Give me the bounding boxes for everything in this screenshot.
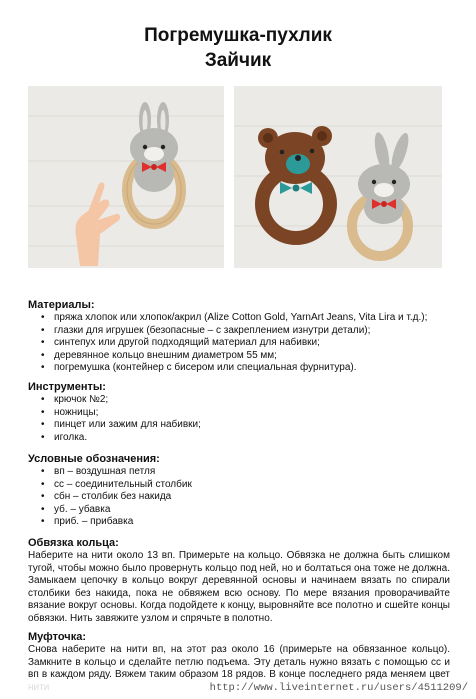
list-item: • деревянное кольцо внешним диаметром 55 мм; — [28, 350, 450, 363]
tools-heading: Инструменты: — [28, 381, 106, 393]
list-item: • синтепух или другой подходящий материал для набивки; — [28, 337, 450, 350]
list-item: • крючок №2; — [28, 394, 450, 407]
ring-section — [28, 537, 450, 626]
list-item: • ножницы; — [28, 407, 450, 420]
materials-heading: Материалы: — [28, 299, 95, 311]
list-item: • приб. – прибавка — [28, 516, 450, 529]
notation-heading: Условные обозначения: — [28, 453, 160, 465]
tools-section — [28, 381, 450, 444]
list-item: • погремушка (контейнер с бисером или специальная фурнитура). — [28, 362, 450, 375]
bear-and-bunny-photo — [234, 86, 442, 268]
materials-list — [28, 312, 450, 375]
bunny-rattle-photo — [28, 86, 224, 268]
list-item: • уб. – убавка — [28, 504, 450, 517]
list-item: • сс – соединительный столбик — [28, 479, 450, 492]
ring-text: Наберите на нити около 13 вп. Примерьте на кольцо. Обвязка не должна быть слишком тугой, чтобы можно было провернуть кольцо под ней, но и болтаться она тоже не должна. Замыкаем цепочку в кольцо вокруг деревянной основы и начинаем вязать по спирали столбики без накида, пока не обвяжем всю основу. По мере вязания проворачивайте вязание вокруг основы. Когда подойдете к концу, выровняйте все полотно и сшейте концы обвязки. Нить завяжите узлом и спрячьте в полотно. — [28, 550, 450, 624]
list-item: • сбн – столбик без накида — [28, 491, 450, 504]
page-subtitle: Зайчик — [204, 50, 272, 71]
page-title: Погремушка-пухлик — [144, 25, 332, 46]
tools-list — [28, 394, 450, 444]
list-item: • глазки для игрушек (безопасные – с закреплением изнутри детали); — [28, 325, 450, 338]
notation-list — [28, 466, 450, 529]
list-item: • пинцет или зажим для набивки; — [28, 419, 450, 432]
watermark-bar — [0, 680, 476, 699]
coupling-text: Снова наберите на нити вп, на этот раз около 16 (примерьте на обвязанное кольцо). Замкните в кольцо и сделайте петлю подъема. Эту деталь нужно вязать с помощью сс и вп в каждом ряду. Вяжем таким образом 18 рядов. В конце последнего ряда меняем цвет — [28, 644, 450, 681]
list-item: • вп – воздушная петля — [28, 466, 450, 479]
list-item: • иголка. — [28, 432, 450, 445]
materials-section — [28, 299, 450, 375]
ring-heading: Обвязка кольца: — [28, 537, 119, 549]
coupling-heading: Муфточка: — [28, 631, 86, 643]
notation-section — [28, 453, 450, 529]
watermark-url: http://www.liveinternet.ru/users/4511209/ — [209, 682, 468, 694]
list-item: • пряжа хлопок или хлопок/акрил (Alize Cotton Gold, YarnArt Jeans, Vita Lira и т.д.); — [28, 312, 450, 325]
